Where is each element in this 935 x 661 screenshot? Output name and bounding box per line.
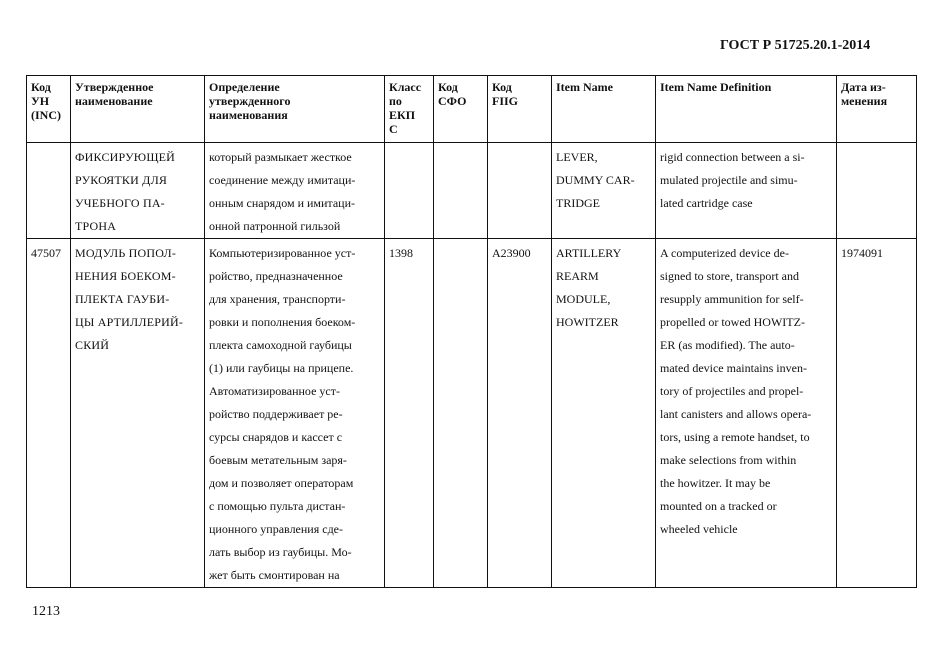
cell-text-line: Утвержденное — [75, 80, 154, 94]
cell-text-line: который размыкает жесткое — [209, 150, 352, 164]
column-header-date — [837, 76, 917, 143]
cell-text-line: A computerized device de- — [660, 246, 789, 260]
cell-text-line: УЧЕБНОГО ПА- — [75, 196, 165, 210]
cell-text-line: онной патронной гильзой — [209, 219, 341, 233]
cell-text-line: mated device maintains inven- — [660, 361, 807, 375]
column-header-item-definition — [656, 76, 837, 143]
column-header-approved-name — [71, 76, 205, 143]
cell-text-line: С — [389, 122, 398, 136]
cell-text-line: propelled or towed HOWITZ- — [660, 315, 805, 329]
cell-code-inc — [27, 143, 71, 239]
cell-code-sfo — [434, 239, 488, 588]
cell-text-line: Item Name — [556, 80, 613, 94]
cell-text-line: ЕКП — [389, 108, 416, 122]
cell-text-line: ARTILLERY — [556, 246, 622, 260]
cell-item-name — [552, 239, 656, 588]
cell-text-line: сурсы снарядов и кассет с — [209, 430, 343, 444]
cell-approved-name — [71, 143, 205, 239]
cell-text-line: ПЛЕКТА ГАУБИ- — [75, 292, 170, 306]
cell-text-line: lated cartridge case — [660, 196, 753, 210]
cell-text-line: соединение между имитаци- — [209, 173, 356, 187]
cell-text-line: боевым метательным заря- — [209, 453, 347, 467]
cell-item-name — [552, 143, 656, 239]
cell-text-line: дом и позволяет операторам — [209, 476, 354, 490]
table-header-row — [27, 76, 917, 143]
column-header-item-name — [552, 76, 656, 143]
cell-approved-name — [71, 239, 205, 588]
cell-text-line: ройство, предназначенное — [209, 269, 343, 283]
document-header: ГОСТ Р 51725.20.1-2014 — [720, 38, 871, 53]
cell-text-line: (1) или гаубицы на прицепе. — [209, 361, 354, 375]
table-row — [27, 239, 917, 588]
cell-text-line: MODULE, — [556, 292, 611, 306]
cell-text-line: rigid connection between a si- — [660, 150, 805, 164]
cell-text-line: ЦЫ АРТИЛЛЕРИЙ- — [75, 315, 184, 329]
page-number: 1213 — [32, 604, 60, 619]
classification-table — [26, 75, 917, 588]
cell-text-line: signed to store, transport and — [660, 269, 799, 283]
cell-text-line: утвержденного — [209, 94, 291, 108]
cell-text-line: Автоматизированное уст- — [209, 384, 340, 398]
cell-item-definition — [656, 143, 837, 239]
cell-text-line: make selections from within — [660, 453, 797, 467]
cell-text-line: wheeled vehicle — [660, 522, 738, 536]
cell-definition — [205, 143, 385, 239]
cell-text-line: tors, using a remote handset, to — [660, 430, 810, 444]
cell-text-line: (INC) — [31, 108, 61, 122]
cell-text-line: для хранения, транспорти- — [209, 292, 346, 306]
cell-text-line: mulated projectile and simu- — [660, 173, 798, 187]
cell-text-line: наименование — [75, 94, 153, 108]
cell-text-line: ровки и пополнения боеком- — [209, 315, 356, 329]
cell-text-line: менения — [841, 94, 888, 108]
cell-text-line: mounted on a tracked or — [660, 499, 777, 513]
cell-text-line: лать выбор из гаубицы. Мо- — [209, 545, 352, 559]
cell-text-line: МОДУЛЬ ПОПОЛ- — [75, 246, 177, 260]
cell-code-sfo — [434, 143, 488, 239]
cell-text-line: наименования — [209, 108, 288, 122]
cell-text-line: REARM — [556, 269, 599, 283]
cell-text-line: СФО — [438, 94, 467, 108]
table-row — [27, 143, 917, 239]
cell-text-line: жет быть смонтирован на — [209, 568, 340, 582]
cell-class — [385, 239, 434, 588]
column-header-code-fiig — [488, 76, 552, 143]
cell-text-line: онным снарядом и имитаци- — [209, 196, 355, 210]
column-header-class — [385, 76, 434, 143]
cell-text-line: LEVER, — [556, 150, 598, 164]
cell-text-line: tory of projectiles and propel- — [660, 384, 804, 398]
cell-text-line: Класс — [389, 80, 422, 94]
cell-text-line: Определение — [209, 80, 280, 94]
cell-text-line: УН — [31, 94, 50, 108]
cell-text-line: FIIG — [492, 94, 519, 108]
column-header-code-sfo — [434, 76, 488, 143]
cell-code-fiig — [488, 239, 552, 588]
cell-text-line: ционного управления сде- — [209, 522, 343, 536]
cell-text-line: СКИЙ — [75, 338, 110, 352]
cell-text-line: Код — [492, 80, 512, 94]
cell-text-line: НЕНИЯ БОЕКОМ- — [75, 269, 176, 283]
cell-date — [837, 143, 917, 239]
cell-text-line: the howitzer. It may be — [660, 476, 771, 490]
cell-date — [837, 239, 917, 588]
cell-text-line: Компьютеризированное уст- — [209, 246, 356, 260]
cell-text-line: A23900 — [492, 246, 531, 260]
cell-item-definition — [656, 239, 837, 588]
cell-text-line: плекта самоходной гаубицы — [209, 338, 352, 352]
cell-text-line: РУКОЯТКИ ДЛЯ — [75, 173, 168, 187]
column-header-definition — [205, 76, 385, 143]
cell-text-line: 47507 — [31, 246, 61, 260]
cell-text-line: TRIDGE — [556, 196, 600, 210]
cell-text-line: DUMMY CAR- — [556, 173, 635, 187]
cell-text-line: Код — [438, 80, 458, 94]
cell-text-line: Дата из- — [841, 80, 886, 94]
cell-text-line: resupply ammunition for self- — [660, 292, 804, 306]
cell-text-line: HOWITZER — [556, 315, 619, 329]
cell-text-line: 1398 — [389, 246, 413, 260]
cell-text-line: ER (as modified). The auto- — [660, 338, 795, 352]
cell-class — [385, 143, 434, 239]
cell-text-line: ройство поддерживает ре- — [209, 407, 343, 421]
cell-text-line: lant canisters and allows opera- — [660, 407, 812, 421]
cell-definition — [205, 239, 385, 588]
cell-code-inc — [27, 239, 71, 588]
cell-code-fiig — [488, 143, 552, 239]
column-header-code-inc — [27, 76, 71, 143]
cell-text-line: Код — [31, 80, 51, 94]
cell-text-line: ТРОНА — [75, 219, 117, 233]
cell-text-line: 1974091 — [841, 246, 883, 260]
cell-text-line: по — [389, 94, 402, 108]
cell-text-line: с помощью пульта дистан- — [209, 499, 346, 513]
cell-text-line: ФИКСИРУЮЩЕЙ — [75, 150, 176, 164]
cell-text-line: Item Name Definition — [660, 80, 772, 94]
